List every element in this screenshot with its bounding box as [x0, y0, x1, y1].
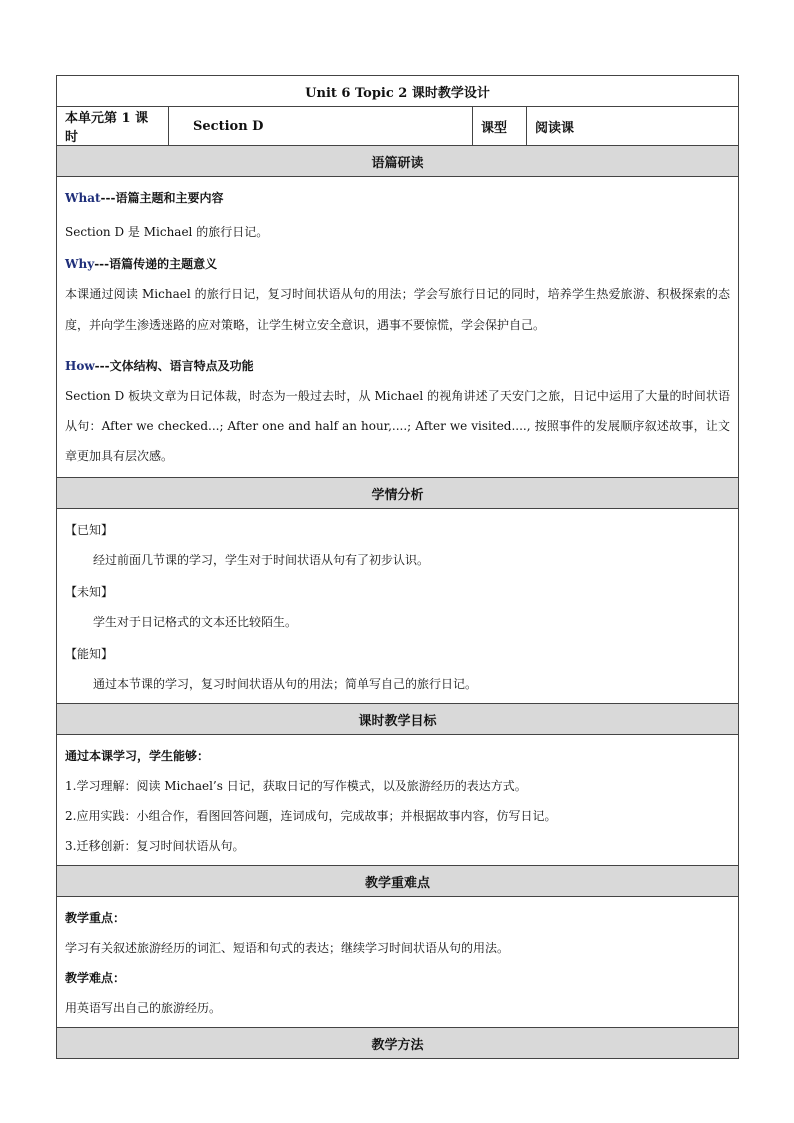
hard-point-label: 教学难点： [65, 971, 126, 985]
analysis-body [57, 509, 739, 704]
goal-item: 1.学习理解：阅读 Michael’s 日记，获取日记的写作模式，以及旅游经历的表达方式。 [65, 779, 527, 793]
goal-item: 2.应用实践：小组合作，看图回答问题，连词成句，完成故事；并根据故事内容，仿写日记。 [65, 809, 557, 823]
analysis-heading: 学情分析 [57, 478, 739, 509]
goals-intro: 通过本课学习，学生能够： [65, 749, 210, 763]
why-tag: Why [65, 257, 95, 271]
lesson-number: 本单元第 1 课时 [57, 107, 169, 146]
why-heading [65, 249, 730, 279]
what-tag: What [65, 191, 101, 205]
what-heading [65, 183, 730, 213]
unknown-text: 学生对于日记格式的文本还比较陌生。 [93, 615, 298, 629]
able-text: 通过本节课的学习，复习时间状语从句的用法；简单写自己的旅行日记。 [93, 677, 478, 691]
how-text: Section D 板块文章为日记体裁，时态为一般过去时，从 Michael 的视角讲述了天安门之旅，日记中运用了大量的时间状语从句：After we checked...; After one and half an hour,....; After we visited...., 按照事件的发展顺序叙述故事，让文章更加具有层次感。 [65, 389, 731, 463]
how-heading [65, 351, 730, 381]
lesson-plan-page [56, 75, 738, 1059]
key-point-label: 教学重点： [65, 911, 126, 925]
reading-heading: 语篇研读 [57, 146, 739, 177]
lesson-info-row [57, 107, 739, 146]
goals-body [57, 735, 739, 866]
hard-point-text: 用英语写出自己的旅游经历。 [65, 1001, 222, 1015]
goal-item: 3.迁移创新：复习时间状语从句。 [65, 839, 245, 853]
lesson-type-label: 课型 [473, 107, 527, 146]
difficulty-body [57, 897, 739, 1028]
how-tag: How [65, 359, 95, 373]
section-name: Section D [169, 107, 473, 146]
how-label: ---文体结构、语言特点及功能 [94, 359, 254, 373]
reading-body [57, 177, 739, 478]
unknown-label: 【未知】 [65, 585, 114, 599]
lesson-type-value: 阅读课 [527, 107, 739, 146]
why-label: ---语篇传递的主题意义 [94, 257, 218, 271]
known-text: 经过前面几节课的学习，学生对于时间状语从句有了初步认识。 [93, 553, 430, 567]
goals-heading: 课时教学目标 [57, 704, 739, 735]
method-heading: 教学方法 [57, 1028, 739, 1059]
what-label: ---语篇主题和主要内容 [100, 191, 224, 205]
why-text: 本课通过阅读 Michael 的旅行日记，复习时间状语从句的用法；学会写旅行日记的同时，培养学生热爱旅游、积极探索的态度，并向学生渗透迷路的应对策略，让学生树立安全意识，遇事不要惊慌，学会保护自己。 [65, 287, 731, 332]
what-text: Section D 是 Michael 的旅行日记。 [65, 225, 269, 239]
known-label: 【已知】 [65, 523, 114, 537]
lesson-plan-table [56, 75, 739, 1059]
able-label: 【能知】 [65, 647, 114, 661]
key-point-text: 学习有关叙述旅游经历的词汇、短语和句式的表达；继续学习时间状语从句的用法。 [65, 941, 510, 955]
document-title: Unit 6 Topic 2 课时教学设计 [57, 76, 739, 107]
difficulty-heading: 教学重难点 [57, 866, 739, 897]
